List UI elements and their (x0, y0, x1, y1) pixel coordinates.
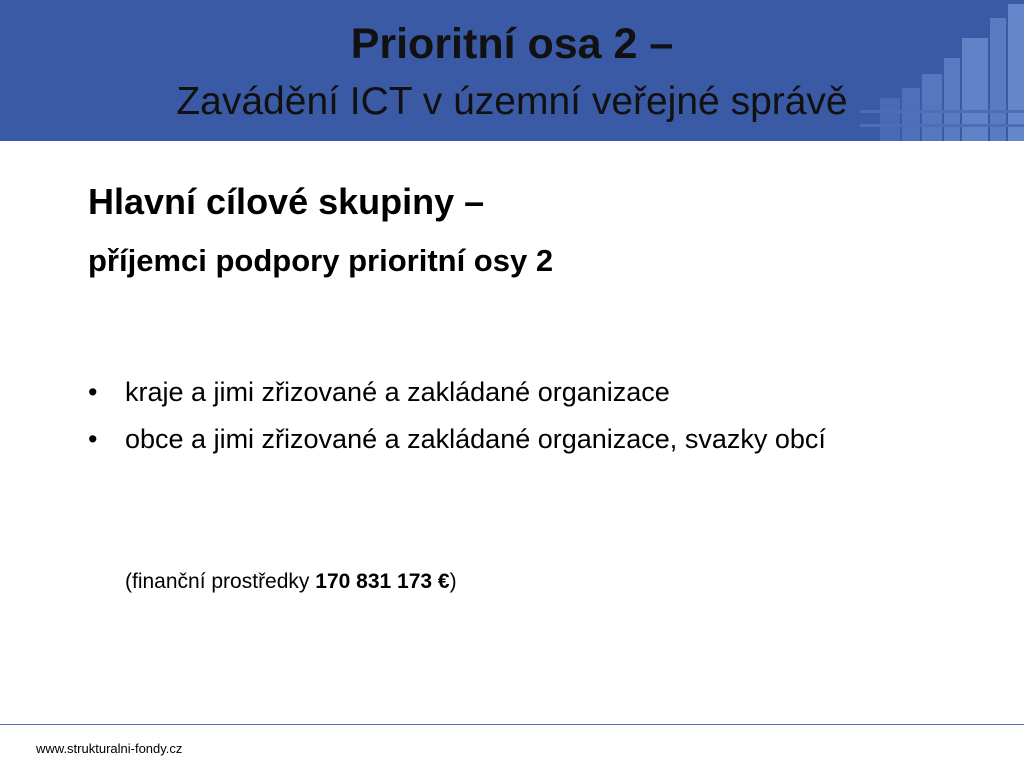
list-item (88, 369, 845, 416)
list-item-text: obce a jimi zřizované a zakládané organizace, svazky obcí (125, 424, 826, 454)
list-item-text: kraje a jimi zřizované a zakládané organizace (125, 377, 670, 407)
funds-prefix: (finanční prostředky (125, 570, 316, 593)
target-groups-list (88, 369, 988, 463)
bullet-icon: • (88, 424, 98, 454)
list-item (88, 416, 845, 463)
slide-subtitle: Zavádění ICT v územní veřejné správě (176, 80, 848, 123)
bullet-icon: • (88, 377, 98, 407)
funds-note (125, 570, 457, 594)
section-heading: Hlavní cílové skupiny – (88, 181, 485, 222)
section-subheading: příjemci podpory prioritní osy 2 (88, 243, 554, 278)
footer-divider (0, 724, 1024, 725)
footer-url: www.strukturalni-fondy.cz (36, 741, 183, 756)
funds-amount: 170 831 173 (315, 570, 433, 593)
slide-title: Prioritní osa 2 – (350, 20, 674, 68)
funds-suffix: ) (449, 570, 457, 593)
deco-stripe (860, 124, 1024, 127)
slide-header (0, 0, 1024, 141)
funds-currency: € (432, 570, 450, 593)
